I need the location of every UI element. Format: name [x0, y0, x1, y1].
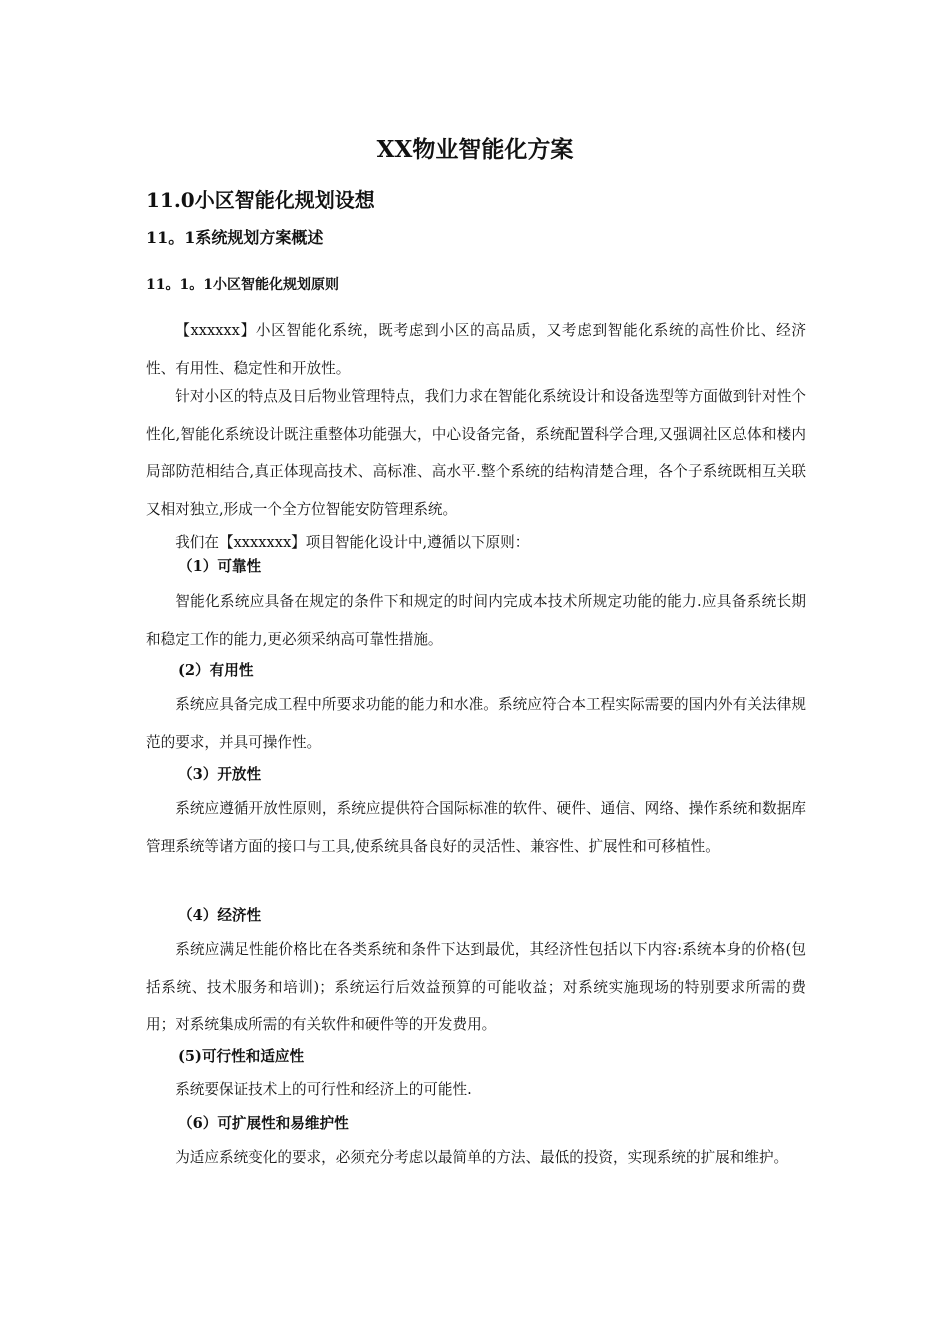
principle-heading-openness: （3）开放性: [178, 766, 262, 783]
principle-heading-extensibility: （6）可扩展性和易维护性: [178, 1115, 349, 1132]
principle-heading-reliability: （1）可靠性: [178, 558, 262, 575]
principle-text-reliability: 智能化系统应具备在规定的条件下和规定的时间内完成本技术所规定功能的能力.应具备系统长期和稳定工作的能力,更必须采纳高可靠性措施。: [146, 593, 806, 648]
principle-text-usefulness: 系统应具备完成工程中所要求功能的能力和水准。系统应符合本工程实际需要的国内外有关法律规范的要求，并具可操作性。: [146, 696, 806, 751]
principle-text-economy: 系统应满足性能价格比在各类系统和条件下达到最优，其经济性包括以下内容:系统本身的价格(包括系统、技术服务和培训)；系统运行后效益预算的可能收益；对系统实施现场的特别要求所需的费用；对系统集成所需的有关软件和硬件等的开发费用。: [146, 941, 806, 1033]
principle-heading-usefulness: (2）有用性: [178, 662, 254, 679]
subsubsection-heading: 11。1。1小区智能化规划原则: [146, 277, 339, 293]
intro-paragraph: 【xxxxxx】小区智能化系统，既考虑到小区的高品质，又考虑到智能化系统的高性价比、经济性、有用性、稳定性和开放性。: [146, 322, 806, 377]
document-title: XX物业智能化方案: [376, 136, 574, 163]
principle-heading-feasibility: (5)可行性和适应性: [178, 1048, 305, 1065]
principle-heading-economy: （4）经济性: [178, 907, 262, 924]
principles-intro: 我们在【xxxxxxx】项目智能化设计中,遵循以下原则：: [175, 534, 530, 551]
section-heading: 11.0小区智能化规划设想: [146, 188, 375, 212]
principle-text-feasibility: 系统要保证技术上的可行性和经济上的可能性.: [175, 1081, 472, 1098]
principle-text-extensibility: 为适应系统变化的要求，必须充分考虑以最简单的方法、最低的投资，实现系统的扩展和维护。: [175, 1149, 789, 1166]
design-paragraph: 针对小区的特点及日后物业管理特点，我们力求在智能化系统设计和设备选型等方面做到针对性个性化,智能化系统设计既注重整体功能强大，中心设备完备，系统配置科学合理,又强调社区总体和楼内局部防范相结合,真正体现高技术、高标准、高水平.整个系统的结构清楚合理，各个子系统既相互关联又相对独立,形成一个全方位智能安防管理系统。: [146, 388, 806, 518]
subsection-heading: 11。1系统规划方案概述: [146, 228, 324, 247]
principle-text-openness: 系统应遵循开放性原则，系统应提供符合国际标准的软件、硬件、通信、网络、操作系统和数据库管理系统等诸方面的接口与工具,使系统具备良好的灵活性、兼容性、扩展性和可移植性。: [146, 800, 806, 855]
